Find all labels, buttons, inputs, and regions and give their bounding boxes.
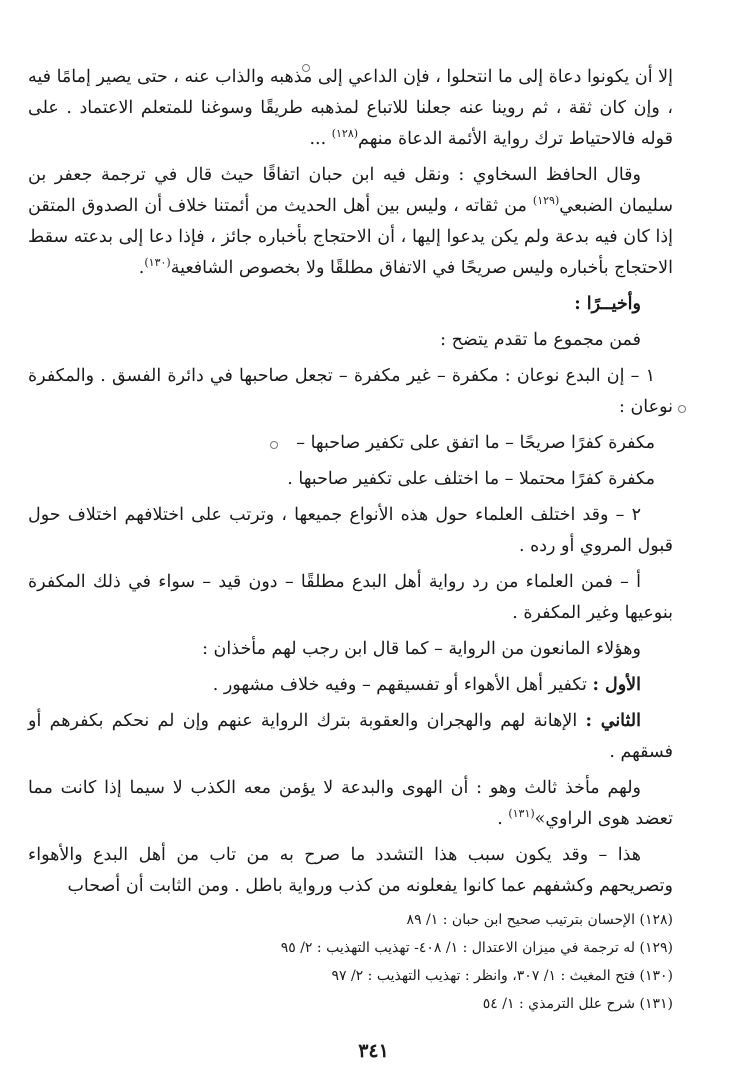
paragraph: وقال الحافظ السخاوي : ونقل فيه ابن حبان اتفاقًا حيث قال في ترجمة جعفر بن سليمان الضبعي$^{(١٢٩)}$ من ثقاته ، وليس بين أهل الحديث من أئمتنا خلاف أن الصدوق المتقن إذا كان فيه بدعة ولم يكن يدعوا إليها ، أن الاحتجاج بأخباره جائز ، فإذا دعا إلى بدعته سقط الاحتجاج بأخباره وليس صريحًا في الاتفاق مطلقًا ولا بخصوص الشافعية$^{(١٣٠)}$. <box>28 165 674 278</box>
footnotes <box>28 906 673 1018</box>
term-label: الثاني : <box>585 711 641 731</box>
footnote: (١٢٩) له ترجمة في ميزان الاعتدال : ١/ ٤٠٨- تهذيب التهذيب : ٢/ ٩٥ <box>280 940 673 956</box>
footnote-ref[interactable]: (١٣١) <box>508 807 535 821</box>
page-number: ٣٤١ <box>358 1040 389 1062</box>
list-item: ١ – إن البدع نوعان : مكفرة – غير مكفرة – تجعل صاحبها في دائرة الفسق . والمكفرة نوعان : <box>28 366 673 417</box>
paragraph: هذا – وقد يكون سبب هذا التشدد ما صرح به من تاب من أهل البدع والأهواء وتصريحهم وكشفهم عما كانوا يفعلونه من كذب ورواية باطل . ومن الثابت أن أصحاب <box>28 845 673 896</box>
body-text <box>28 62 673 907</box>
list-item: مكفرة كفرًا محتملا – ما اختلف على تكفير صاحبها . <box>287 469 655 489</box>
paragraph: الأول : تكفير أهل الأهواء أو تفسيقهم – وفيه خلاف مشهور . <box>212 675 641 695</box>
footnote-ref[interactable]: (١٣٠) <box>144 256 171 270</box>
scan-speck-icon <box>678 405 686 413</box>
paragraph: إلا أن يكونوا دعاة إلى ما انتحلوا ، فإن الداعي إلى مذهبه والذاب عنه ، حتى يصير إمامًا فيه ، وإن كان ثقة ، ثم روينا عنه جعلنا للاتباع لمذهبه طريقًا وسوغنا للمتعلم الاعتماد . على قوله فالاحتياط ترك رواية الأئمة الدعاة منهم$^{(١٢٨)}$ ... <box>28 67 673 149</box>
list-item: مكفرة كفرًا صريحًا – ما اتفق على تكفير صاحبها – <box>296 433 655 453</box>
term-label: الأول : <box>592 675 641 695</box>
footnote-ref[interactable]: (١٢٩) <box>532 194 560 208</box>
list-item: ٢ – وقد اختلف العلماء حول هذه الأنواع جميعها ، وترتب على اختلافهم اختلاف حول قبول المروي أو رده . <box>28 505 673 556</box>
footnote: (١٣١) شرح علل الترمذي : ١/ ٥٤ <box>482 996 673 1012</box>
paragraph: الثاني : الإهانة لهم والهجران والعقوبة بترك الرواية عنهم وإن لم نحكم بكفرهم أو فسقهم . <box>28 711 673 762</box>
paragraph: وهؤلاء المانعون من الرواية – كما قال ابن رجب لهم مأخذان : <box>202 639 641 659</box>
section-heading: وأخيــرًا : <box>574 294 641 314</box>
footnote-ref[interactable]: (١٢٨) <box>331 127 359 141</box>
paragraph: ولهم مأخذ ثالث وهو : أن الهوى والبدعة لا يؤمن معه الكذب لا سيما إذا كانت مما تعضد هوى الراوي»$^{(١٣١)}$ . <box>28 778 673 829</box>
paragraph: فمن مجموع ما تقدم يتضح : <box>440 330 641 350</box>
footnote: (١٣٠) فتح المغيث : ١/ ٣٠٧، وانظر : تهذيب التهذيب : ٢/ ٩٧ <box>331 968 673 984</box>
footnote: (١٢٨) الإحسان بترتيب صحيح ابن حبان : ١/ ٨٩ <box>406 912 673 928</box>
list-item: أ – فمن العلماء من رد رواية أهل البدع مطلقًا – دون قيد – سواء في ذلك المكفرة بنوعيها وغير المكفرة . <box>28 572 673 623</box>
